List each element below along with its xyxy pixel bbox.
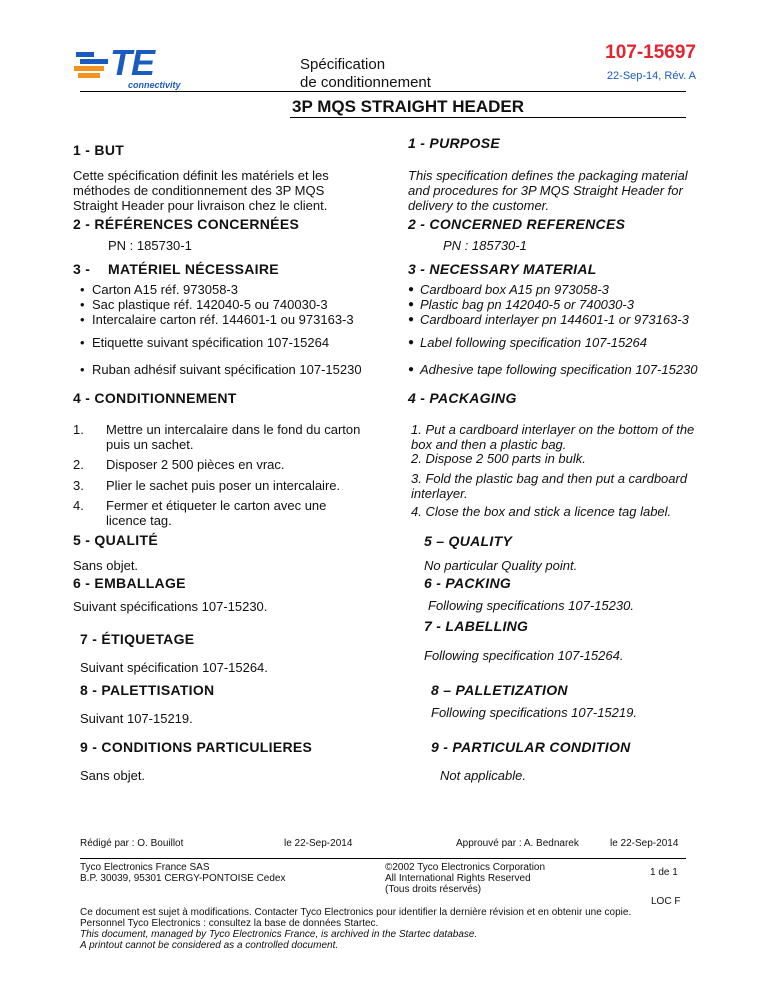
footer-author-date: le 22-Sep-2014 [284, 838, 353, 849]
section4-en-step3: 3. Fold the plastic bag and then put a cardboard interlayer. [411, 471, 688, 501]
section9-fr-text: Sans objet. [80, 768, 146, 783]
section7-fr-text: Suivant spécification 107-15264. [80, 660, 268, 675]
title-rule-bottom [290, 117, 686, 118]
footer-company-address: B.P. 30039, 95301 CERGY-PONTOISE Cedex [80, 873, 286, 884]
footer-rule [80, 858, 686, 859]
step-text: Plier le sachet puis poser un intercalaire. [106, 478, 341, 493]
section8-en-heading: 8 – PALLETIZATION [431, 682, 568, 698]
section1-en-heading: 1 - PURPOSE [408, 135, 500, 151]
section7-en-text: Following specification 107-15264. [424, 648, 624, 663]
section1-fr-text: Cette spécification définit les matériels et les méthodes de conditionnement des 3P MQS Straight Header pour livraison chez le client. [73, 168, 329, 213]
section4-en-step2: 2. Dispose 2 500 parts in bulk. [411, 451, 586, 466]
list-item: • Ruban adhésif suivant spécification 107-15230 [80, 362, 362, 377]
list-item: ● Cardboard box A15 pn 973058-3 [408, 282, 698, 297]
footer-copyright-3: (Tous droits réservés) [385, 884, 482, 895]
footer-company-name: Tyco Electronics France SAS [80, 862, 210, 873]
section6-fr-heading: 6 - EMBALLAGE [73, 575, 186, 591]
footer-author: Rédigé par : O. Bouillot [80, 838, 184, 849]
spec-type-line2: de conditionnement [300, 74, 431, 91]
section4-fr-step [73, 422, 373, 452]
section1-fr-heading: 1 - BUT [73, 142, 125, 158]
section4-fr-step [73, 478, 373, 493]
list-item: ● Plastic bag pn 142040-5 or 740030-3 [408, 297, 698, 312]
section5-en-heading: 5 – QUALITY [424, 533, 513, 549]
section4-en-heading: 4 - PACKAGING [408, 390, 517, 406]
section4-fr-heading: 4 - CONDITIONNEMENT [73, 390, 237, 406]
step-text: Fermer et étiqueter le carton avec une licence tag. [106, 498, 327, 528]
date-revision: 22-Sep-14, Rév. A [606, 70, 696, 82]
list-item: ● Label following specification 107-15264 [408, 335, 698, 350]
section6-en-text: Following specifications 107-15230. [428, 598, 634, 613]
spec-type-line1: Spécification [300, 56, 386, 73]
section4-fr-step [73, 498, 373, 528]
footer-notice-en-1: This document, managed by Tyco Electronics France, is archived in the Startec database. [80, 929, 478, 940]
section3-fr-number: 3 - [73, 261, 91, 277]
section9-en-text: Not applicable. [440, 768, 526, 783]
section2-fr-pn: PN : 185730-1 [108, 238, 192, 253]
section9-fr-heading: 9 - CONDITIONS PARTICULIERES [80, 739, 313, 755]
section2-en-pn: PN : 185730-1 [443, 238, 527, 253]
section2-fr-heading: 2 - RÉFÉRENCES CONCERNÉES [73, 216, 300, 232]
section3-en-list [408, 282, 698, 377]
section3-fr-heading: MATÉRIEL NÉCESSAIRE [108, 261, 279, 277]
title-rule [80, 91, 686, 92]
doc-number: 107-15697 [605, 42, 696, 63]
section5-en-text: No particular Quality point. [424, 558, 578, 573]
section8-en-text: Following specifications 107-15219. [431, 705, 637, 720]
step-number: 3. [73, 478, 84, 493]
section7-fr-heading: 7 - ÉTIQUETAGE [80, 631, 195, 647]
step-number: 1. [73, 422, 84, 437]
footer-notice-fr: Ce document est sujet à modifications. Contacter Tyco Electronics pour identifier la dernière révision et en obtenir une copie. Personnel Tyco Electronics : consultez la base de données Startec. [80, 907, 632, 929]
page-title: 3P MQS STRAIGHT HEADER [292, 97, 525, 116]
footer-copyright-2: All International Rights Reserved [385, 873, 531, 884]
list-item: • Sac plastique réf. 142040-5 ou 740030-3 [80, 297, 362, 312]
section8-fr-text: Suivant 107-15219. [80, 711, 193, 726]
footer-loc: LOC F [651, 896, 681, 907]
footer-approver: Approuvé par : A. Bednarek [456, 838, 579, 849]
logo-brand-sub: connectivity [128, 80, 181, 90]
step-text: Mettre un intercalaire dans le fond du carton puis un sachet. [106, 422, 361, 452]
list-item: ● Adhesive tape following specification 107-15230 [408, 362, 698, 377]
te-logo [74, 42, 186, 92]
section6-fr-text: Suivant spécifications 107-15230. [73, 599, 268, 614]
list-item: ● Cardboard interlayer pn 144601-1 or 973163-3 [408, 312, 698, 327]
section2-en-heading: 2 - CONCERNED REFERENCES [408, 216, 626, 232]
footer-notice-en-2: A printout cannot be considered as a controlled document. [80, 940, 339, 951]
list-item: • Carton A15 réf. 973058-3 [80, 282, 362, 297]
list-item: • Etiquette suivant spécification 107-15264 [80, 335, 362, 350]
section6-en-heading: 6 - PACKING [424, 575, 512, 591]
section7-en-heading: 7 - LABELLING [424, 618, 529, 634]
footer-approver-date: le 22-Sep-2014 [610, 838, 679, 849]
step-text: Disposer 2 500 pièces en vrac. [106, 457, 285, 472]
section9-en-heading: 9 - PARTICULAR CONDITION [431, 739, 631, 755]
section4-en-step4: 4. Close the box and stick a licence tag label. [411, 504, 672, 519]
section5-fr-heading: 5 - QUALITÉ [73, 532, 158, 548]
section3-fr-list [80, 282, 362, 377]
section4-fr-step [73, 457, 373, 472]
section4-en-step1: 1. Put a cardboard interlayer on the bottom of the box and then a plastic bag. [411, 422, 695, 452]
section8-fr-heading: 8 - PALETTISATION [80, 682, 215, 698]
footer-copyright-1: ©2002 Tyco Electronics Corporation [385, 862, 546, 873]
section1-en-text: This specification defines the packaging material and procedures for 3P MQS Straight Header for delivery to the customer. [408, 168, 688, 213]
logo-brand-text: TE [110, 42, 155, 83]
step-number: 2. [73, 457, 84, 472]
page-number: 1 de 1 [650, 867, 678, 878]
step-number: 4. [73, 498, 84, 513]
list-item: • Intercalaire carton réf. 144601-1 ou 973163-3 [80, 312, 362, 327]
section3-en-heading: 3 - NECESSARY MATERIAL [408, 261, 597, 277]
section5-fr-text: Sans objet. [73, 558, 139, 573]
